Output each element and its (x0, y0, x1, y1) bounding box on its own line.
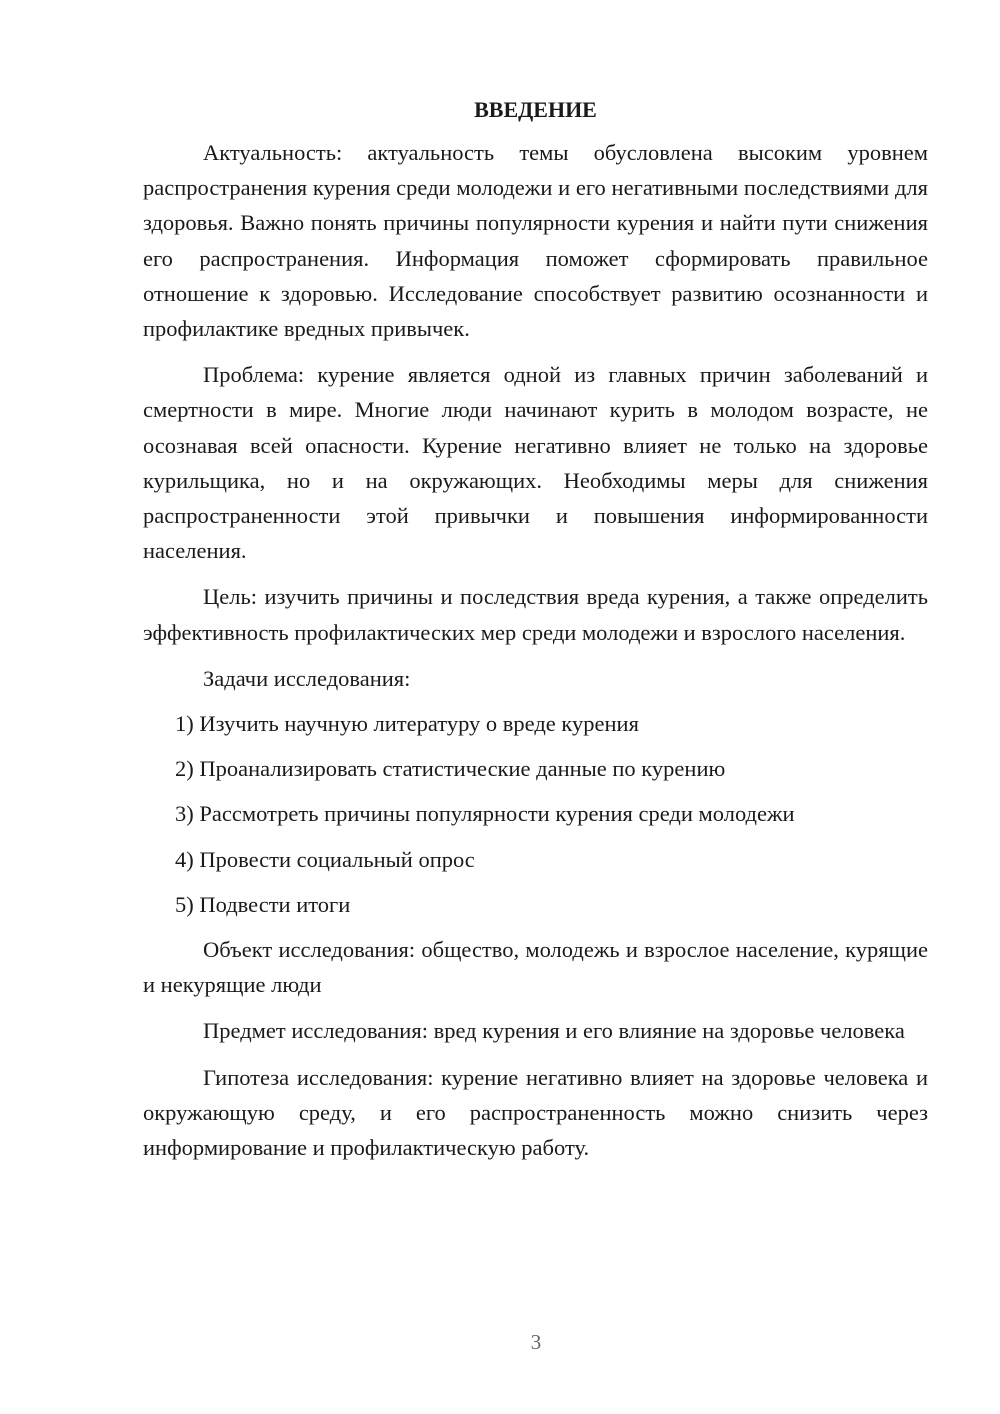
subject-paragraph: Предмет исследования: вред курения и его влияние на здоровье человека (203, 1018, 905, 1044)
relevance-paragraph: Актуальность: актуальность темы обусловлена высоким уровнем распространения курения среди молодежи и его негативными последствиями для здоровья. Важно понять причины популярности курения и найти пути снижения его распространения. Информация поможет сформировать правильное отношение к здоровью. Исследование способствует развитию осознанности и профилактике вредных привычек. (143, 140, 928, 342)
problem-paragraph: Проблема: курение является одной из главных причин заболеваний и смертности в мире. Многие люди начинают курить в молодом возрасте, не осознавая всей опасности. Курение негативно влияет не только на здоровье курильщика, но и на окружающих. Необходимы меры для снижения распространенности этой привычки и повышения информированности населения. (143, 362, 928, 564)
tasks-title: Задачи исследования: (203, 665, 411, 691)
task-item: 4) Провести социальный опрос (175, 846, 475, 872)
page-number: 3 (530, 1330, 542, 1354)
goal-paragraph: Цель: изучить причины и последствия вреда курения, а также определить эффективность профилактических мер среди молодежи и взрослого населения. (143, 584, 928, 645)
task-item: 3) Рассмотреть причины популярности курения среди молодежи (175, 801, 795, 827)
task-item: 5) Подвести итоги (175, 891, 351, 917)
object-paragraph: Объект исследования: общество, молодежь и взрослое население, курящие и некурящие люди (143, 937, 928, 998)
section-heading: ВВЕДЕНИЕ (474, 97, 597, 122)
page-content (143, 92, 928, 1176)
task-item: 1) Изучить научную литературу о вреде курения (175, 711, 639, 737)
hypothesis-paragraph: Гипотеза исследования: курение негативно влияет на здоровье человека и окружающую среду, и его распространенность можно снизить через информирование и профилактическую работу. (143, 1064, 928, 1161)
task-item: 2) Проанализировать статистические данные по курению (175, 756, 726, 782)
